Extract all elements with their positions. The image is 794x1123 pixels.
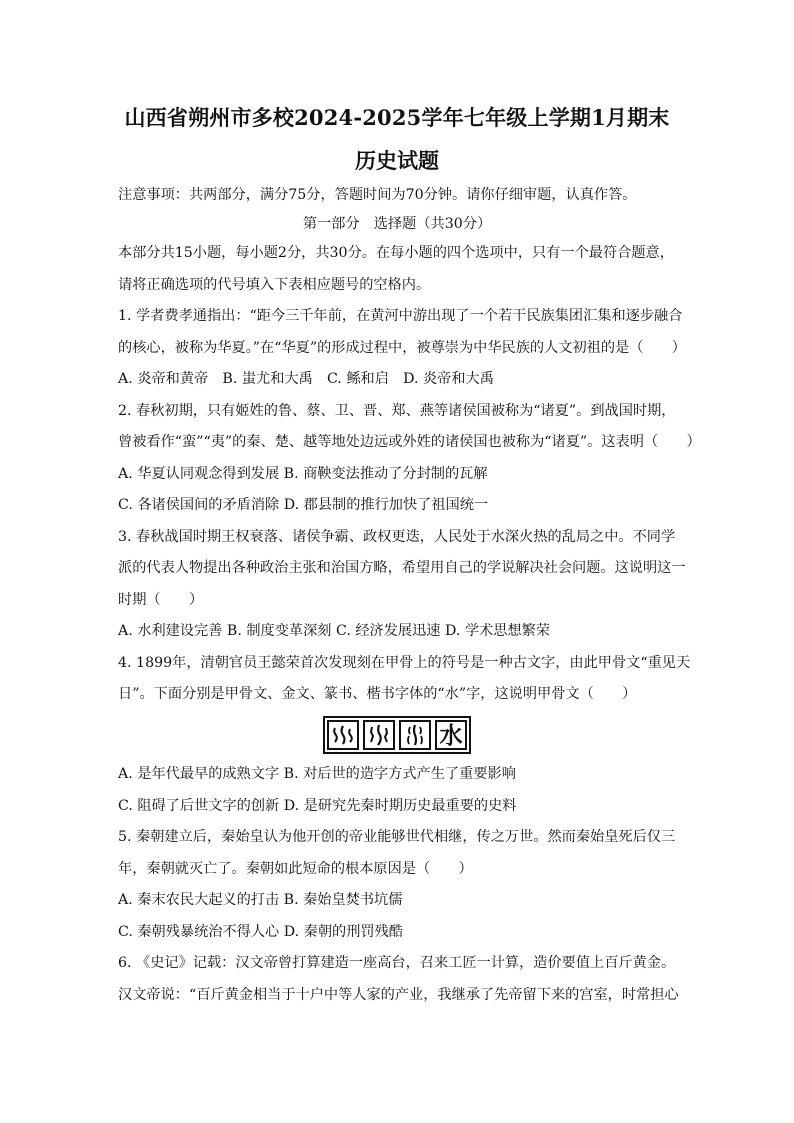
question-3	[118, 527, 686, 642]
question-text-line: 曾被看作“蛮”“夷”的秦、楚、越等地处边远或外姓的诸侯国也被称为“诸夏”。这表明（ ）	[118, 434, 701, 450]
question-text-line: 2. 春秋初期，只有姬姓的鲁、蔡、卫、晋、郑、燕等诸侯国被称为“诸夏”。到战国时期，	[118, 402, 676, 419]
glyph-row	[323, 716, 471, 754]
question-options: C. 秦朝残暴统治不得人心 D. 秦朝的刑罚残酷	[118, 923, 403, 940]
question-text-line: 4. 1899年，清朝官员王懿荣首次发现刻在甲骨上的符号是一种古文字，由此甲骨文“重见天	[118, 654, 691, 671]
question-4	[118, 653, 691, 816]
question-options: C. 各诸侯国间的矛盾消除 D. 郡县制的推行加快了祖国统一	[118, 497, 489, 513]
question-text-line: 派的代表人物提出各种政治主张和治国方略，希望用自己的学说解决社会问题。这说明这一	[118, 560, 686, 576]
question-text-line: 3. 春秋战国时期王权衰落、诸侯争霸、政权更迭，人民处于水深火热的乱局之中。不同学	[118, 528, 676, 545]
bronze-script-water-glyph	[363, 720, 395, 750]
question-options: A. 华夏认同观念得到发展 B. 商鞅变法推动了分封制的瓦解	[118, 465, 488, 482]
page-title: 山西省朔州市多校2024-2025学年七年级上学期1月期末	[124, 105, 670, 130]
question-options: A. 秦末农民大起义的打击 B. 秦始皇焚书坑儒	[118, 892, 403, 908]
question-text-line: 6. 《史记》记载：汉文帝曾打算建造一座高台，召来工匠一计算，造价要值上百斤黄金。	[118, 955, 676, 971]
section-heading: 第一部分 选择题（共30分）	[302, 216, 492, 232]
question-text-line: 时期（ ）	[118, 591, 204, 608]
regular-script-water-glyph	[435, 720, 467, 750]
exam-notice: 注意事项：共两部分，满分75分，答题时间为70分钟。请你仔细审题，认真作答。	[118, 187, 637, 203]
section-intro-line: 请将正确选项的代号填入下表相应题号的空格内。	[118, 276, 431, 293]
question-1	[118, 306, 686, 389]
question-text-line: 年，秦朝就灭亡了。秦朝如此短命的根本原因是（ ）	[118, 860, 473, 877]
question-text-line: 日”。下面分别是甲骨文、金文、篆书、楷书字体的“水”字，这说明甲骨文（ ）	[118, 686, 637, 702]
question-text-line: 1. 学者费孝通指出：“距今三千年前，在黄河中游出现了一个若干民族集团汇集和逐步融合	[118, 308, 683, 324]
question-text-line: 的核心，被称为华夏。”在“华夏”的形成过程中，被尊崇为中华民族的人文初祖的是（ ）	[118, 339, 686, 356]
question-2	[118, 401, 701, 516]
question-6	[118, 953, 679, 1005]
question-options: A. 炎帝和黄帝 B. 蚩尤和大禹 C. 鲧和启 D. 炎帝和大禹	[118, 371, 494, 387]
section-intro-line: 本部分共15小题，每小题2分，共30分。在每小题的四个选项中，只有一个最符合题意，	[118, 245, 674, 261]
water-character-figure	[118, 716, 676, 754]
regular-script-character: 水	[439, 721, 463, 749]
page-subtitle: 历史试题	[355, 148, 439, 173]
question-options: A. 是年代最早的成熟文字 B. 对后世的造字方式产生了重要影响	[118, 766, 516, 782]
seal-script-water-glyph	[399, 720, 431, 750]
question-text-line: 汉文帝说：“百斤黄金相当于十户中等人家的产业，我继承了先帝留下来的宫室，时常担心	[118, 986, 679, 1003]
question-options: C. 阻碍了后世文字的创新 D. 是研究先秦时期历史最重要的史料	[118, 797, 517, 814]
question-5	[118, 827, 676, 942]
oracle-bone-water-glyph	[327, 720, 359, 750]
question-options: A. 水利建设完善 B. 制度变革深刻 C. 经济发展迅速 D. 学术思想繁荣	[118, 623, 550, 639]
question-text-line: 5. 秦朝建立后，秦始皇认为他开创的帝业能够世代相继，传之万世。然而秦始皇死后仅三	[118, 829, 676, 845]
